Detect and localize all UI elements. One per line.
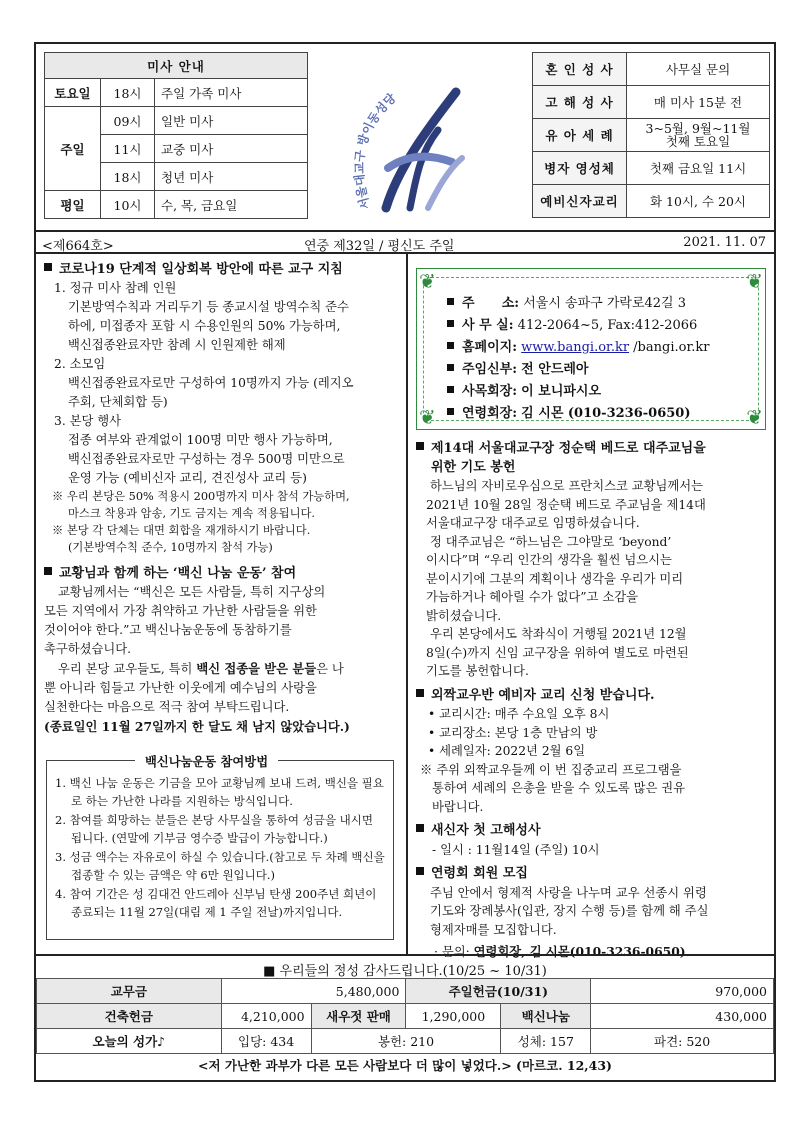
- bishop-para-line: 하느님의 자비로우심으로 프란치스코 교황님께서는: [430, 479, 704, 493]
- sacrament-table: [532, 52, 770, 218]
- issue-number: <제664호>: [42, 239, 114, 254]
- hymn-recessional: 파견: 520: [591, 1029, 774, 1054]
- covid-note: ※ 우리 본당은 50% 적용시 200명까지 미사 참석 가능하며,: [52, 490, 350, 503]
- mass-day: 주일: [45, 107, 101, 191]
- bishop-para-line: 우리 본당에서도 착좌식이 거행될 2021년 12월: [430, 627, 687, 641]
- covid-item-line: 주회, 단체회합 등): [68, 395, 168, 409]
- mass-time: 10시: [101, 191, 155, 219]
- parish-info-row: 연령회장: 김 시몬 (010-3236-0650): [447, 403, 709, 425]
- column-divider: [406, 254, 408, 954]
- covid-note: ※ 본당 각 단체는 대면 회합을 재개하시기 바랍니다.: [52, 524, 311, 537]
- covid-note: 마스크 착용과 암송, 기도 금지는 계속 적용됩니다.: [68, 507, 315, 520]
- parish-info-row: 사목회장: 이 보니파시오: [447, 381, 709, 403]
- vine-ornament-icon: ❦: [419, 269, 436, 293]
- sacrament-value: 3~5월, 9월~11월 첫째 토요일: [627, 119, 770, 152]
- offering-label: 백신나눔: [501, 1004, 591, 1029]
- catechumen-note: ※ 주위 외짝교우들께 이 번 집중교리 프로그램을: [420, 762, 682, 777]
- catechumen-section-title: 외짝교우반 예비자 교리 신청 받습니다.: [416, 687, 772, 706]
- bullet-square-icon: [416, 442, 424, 450]
- vaccine-para-line: 교황님께서는 “백신은 모든 사람들, 특히 지구상의: [58, 585, 326, 599]
- sacrament-value: 첫째 금요일 11시: [627, 152, 770, 185]
- bishop-para-line: 8일(수)까지 신임 교구장을 위하여 별도로 마련된: [426, 645, 689, 660]
- sacrament-label: 고 해 성 사: [533, 86, 627, 119]
- covid-item-line: 기본방역수칙과 거리두기 등 종교시설 방역수칙 준수: [68, 300, 349, 314]
- parish-info-row: 주 소: 서울시 송파구 가락로42길 3: [447, 293, 709, 315]
- issue-title: 연중 제32일 / 평신도 주일: [304, 239, 455, 254]
- mass-schedule-title: 미사 안내: [45, 53, 308, 79]
- catechumen-note: 통하여 세례의 은총을 받을 수 있도록 많은 권유: [432, 781, 686, 795]
- mass-name: 교중 미사: [155, 135, 308, 163]
- hymn-communion: 성체: 157: [501, 1029, 591, 1054]
- vaccine-para-line: 모든 지역에서 가장 취약하고 가난한 사람들을 위한: [44, 604, 317, 618]
- sacrament-label: 예비신자교리: [533, 185, 627, 218]
- bullet-square-icon: [416, 824, 424, 832]
- mass-day: 토요일: [45, 79, 101, 107]
- covid-note: (기본방역수칙 준수, 10명까지 참석 가능): [68, 541, 273, 554]
- covid-item-title: 1. 정규 미사 참례 인원: [54, 281, 177, 295]
- mass-name: 수, 목, 금요일: [155, 191, 308, 219]
- mass-name: 주일 가족 미사: [155, 79, 308, 107]
- offerings-title: ■ 우리들의 정성 감사드립니다.(10/25 ~ 10/31): [36, 954, 774, 978]
- offerings-table: [36, 978, 774, 1054]
- catechumen-item: • 교리장소: 본당 1층 만남의 방: [428, 725, 598, 740]
- offering-label: 교무금: [37, 979, 222, 1004]
- offering-value: 970,000: [591, 979, 774, 1004]
- bishop-para-line: 2021년 10월 28일 정순택 베드로 주교님을 제14대: [426, 497, 706, 512]
- homepage-link[interactable]: www.bangi.or.kr: [521, 340, 630, 355]
- vaccine-method-box: [46, 754, 394, 940]
- vaccine-method-item: 4. 참여 기간은 성 김대건 안드레아 신부님 탄생 200주년 희년이 종료되는 11월 27일(대림 제 1 주일 전날)까지입니다.: [55, 887, 377, 919]
- vaccine-section-title: 교황님과 함께 하는 ‘백신 나눔 운동’ 참여: [44, 564, 400, 583]
- covid-item-line: 접종 여부와 관계없이 100명 미만 행사 가능하며,: [68, 433, 333, 447]
- vaccine-method-item: 3. 성금 액수는 자유로이 하실 수 있습니다.(참고로 두 차례 백신을 접종할 수 있는 금액은 약 6만 원입니다.): [55, 850, 385, 882]
- left-column: [44, 260, 400, 736]
- mass-name: 청년 미사: [155, 163, 308, 191]
- catechumen-note: 바랍니다.: [432, 799, 484, 814]
- sacrament-label: 유 아 세 례: [533, 119, 627, 152]
- gospel-quote: <저 가난한 과부가 다른 모든 사람보다 더 많이 넣었다.> (마르코. 12,43): [198, 1058, 612, 1073]
- offering-label: 주일헌금(10/31): [406, 979, 591, 1004]
- bishop-para-line: 가늠하거나 헤아릴 수가 없다”고 소감을: [426, 590, 638, 604]
- vaccine-deadline: (종료일인 11월 27일까지 한 달도 채 남지 않았습니다.): [44, 719, 350, 734]
- mass-time: 11시: [101, 135, 155, 163]
- bulletin-page: [34, 42, 776, 1082]
- bullet-square-icon: [416, 867, 424, 875]
- funeral-section-title: 연령회 회원 모집: [416, 865, 772, 884]
- covid-item-title: 3. 본당 행사: [54, 414, 122, 428]
- catechumen-item: • 교리시간: 매주 수요일 오후 8시: [428, 707, 610, 721]
- covid-item-line: 백신접종완료자로만 구성하여 10명까지 가능 (레지오: [68, 376, 354, 390]
- offering-value: 430,000: [591, 1004, 774, 1029]
- mass-day: 평일: [45, 191, 101, 219]
- covid-item-title: 2. 소모임: [54, 357, 106, 371]
- bishop-section-title-line: 위한 기도 봉헌: [431, 459, 516, 475]
- catechumen-item: • 세례일자: 2022년 2월 6일: [428, 744, 586, 758]
- offering-value: 1,290,000: [406, 1004, 501, 1029]
- vaccine-para-line: 우리 본당 교우들도, 특히 백신 접종을 받은 분들은 나: [58, 661, 344, 676]
- vaccine-para-line: 것이어야 한다.”고 백신나눔운동에 동참하기를: [44, 623, 292, 637]
- vaccine-para-line: 촉구하셨습니다.: [44, 642, 132, 656]
- sacrament-value: 매 미사 15분 전: [627, 86, 770, 119]
- vine-ornament-icon: ❦: [746, 269, 763, 293]
- parish-info-row: 홈페이지: www.bangi.or.kr /bangi.or.kr: [447, 337, 709, 359]
- parish-info-list: [447, 293, 709, 425]
- bullet-square-icon: [44, 263, 52, 271]
- parish-info-box: [416, 268, 766, 430]
- parish-info-row: 사 무 실: 412-2064~5, Fax:412-2066: [447, 315, 709, 337]
- mass-time: 18시: [101, 79, 155, 107]
- funeral-body-line: 형제자매를 모집합니다.: [430, 922, 557, 937]
- covid-item-line: 백신접종완료자로만 구성하는 경우 500명 미만으로: [68, 452, 345, 466]
- vaccine-method-item: 1. 백신 나눔 운동은 기금을 모아 교황님께 보내 드려, 백신을 필요로 하는 가난한 나라를 지원하는 방식입니다.: [55, 776, 384, 808]
- bishop-para-line: 이시다”며 “우리 인간의 생각을 훨씬 넘으시는: [426, 553, 672, 567]
- bullet-square-icon: [44, 567, 52, 575]
- confession-section-title: 새신자 첫 고해성사: [416, 822, 772, 841]
- vaccine-para-line: 실천한다는 마음으로 적극 참여 부탁드립니다.: [44, 700, 290, 714]
- parish-logo-icon: [328, 58, 478, 228]
- bishop-para-line: 서울대교구장 대주교로 임명하셨습니다.: [426, 516, 640, 530]
- funeral-contact: · 문의: 연령회장, 김 시몬(010-3236-0650): [434, 944, 686, 959]
- issue-date: 2021. 11. 07: [683, 235, 766, 250]
- covid-item-line: 백신접종완료자만 참례 시 인원제한 해제: [68, 338, 286, 352]
- vaccine-para-line: 뿐 아니라 힘들고 가난한 이웃에게 예수님의 사랑을: [44, 681, 317, 695]
- funeral-body-line: 기도와 장례봉사(입관, 장지 수행 등)를 함께 해 주실: [430, 904, 709, 918]
- logo-text: 서울대교구 방이동성당: [352, 90, 399, 211]
- vaccine-method-title: 백신나눔운동 참여방법: [135, 752, 278, 770]
- vine-ornament-icon: ❦: [419, 405, 436, 429]
- hymn-entrance: 입당: 434: [221, 1029, 311, 1054]
- mass-schedule-table: [44, 52, 308, 219]
- offering-label: 건축헌금: [37, 1004, 222, 1029]
- offering-value: 4,210,000: [221, 1004, 311, 1029]
- vaccine-method-item: 2. 참여를 희망하는 분들은 본당 사무실을 통하여 성금을 내시면 됩니다. (연말에 기부금 영수증 발급이 가능합니다.): [55, 813, 373, 845]
- funeral-body-line: 주님 안에서 형제적 사랑을 나누며 교우 선종시 위령: [430, 885, 707, 900]
- sacrament-value: 사무실 문의: [627, 53, 770, 86]
- parish-info-row: 주임신부: 전 안드레아: [447, 359, 709, 381]
- bishop-section-title: 제14대 서울대교구장 정순택 베드로 대주교님을: [416, 440, 772, 459]
- hymn-label: 오늘의 성가♪: [37, 1029, 222, 1054]
- offering-label: 새우젓 판매: [311, 1004, 406, 1029]
- sacrament-label: 혼 인 성 사: [533, 53, 627, 86]
- bishop-para-line: 분이시기에 그분의 계획이나 생각을 우리가 미리: [426, 571, 684, 586]
- hymn-offertory: 봉헌: 210: [311, 1029, 501, 1054]
- covid-item-line: 운영 가능 (예비신자 교리, 견진성사 교리 등): [68, 471, 307, 485]
- bullet-square-icon: [416, 689, 424, 697]
- sacrament-label: 병자 영성체: [533, 152, 627, 185]
- mass-time: 09시: [101, 107, 155, 135]
- sacrament-value: 화 10시, 수 20시: [627, 185, 770, 218]
- covid-section-title: 코로나19 단계적 일상회복 방안에 따른 교구 지침: [44, 260, 400, 279]
- bishop-para-line: 기도를 봉헌합니다.: [426, 664, 529, 678]
- vaccine-method-list: [47, 761, 393, 921]
- mass-name: 일반 미사: [155, 107, 308, 135]
- bishop-para-line: 밝히셨습니다.: [426, 608, 502, 623]
- covid-item-line: 하에, 미접종자 포함 시 수용인원의 50% 가능하며,: [68, 319, 341, 333]
- offering-value: 5,480,000: [221, 979, 406, 1004]
- confession-body: - 일시 : 11월14일 (주일) 10시: [432, 842, 600, 857]
- bishop-para-line: 정 대주교님은 “하느님은 그야말로 ‘beyond’: [430, 534, 672, 549]
- mass-time: 18시: [101, 163, 155, 191]
- issue-bar: [36, 230, 774, 254]
- vine-ornament-icon: ❦: [746, 405, 763, 429]
